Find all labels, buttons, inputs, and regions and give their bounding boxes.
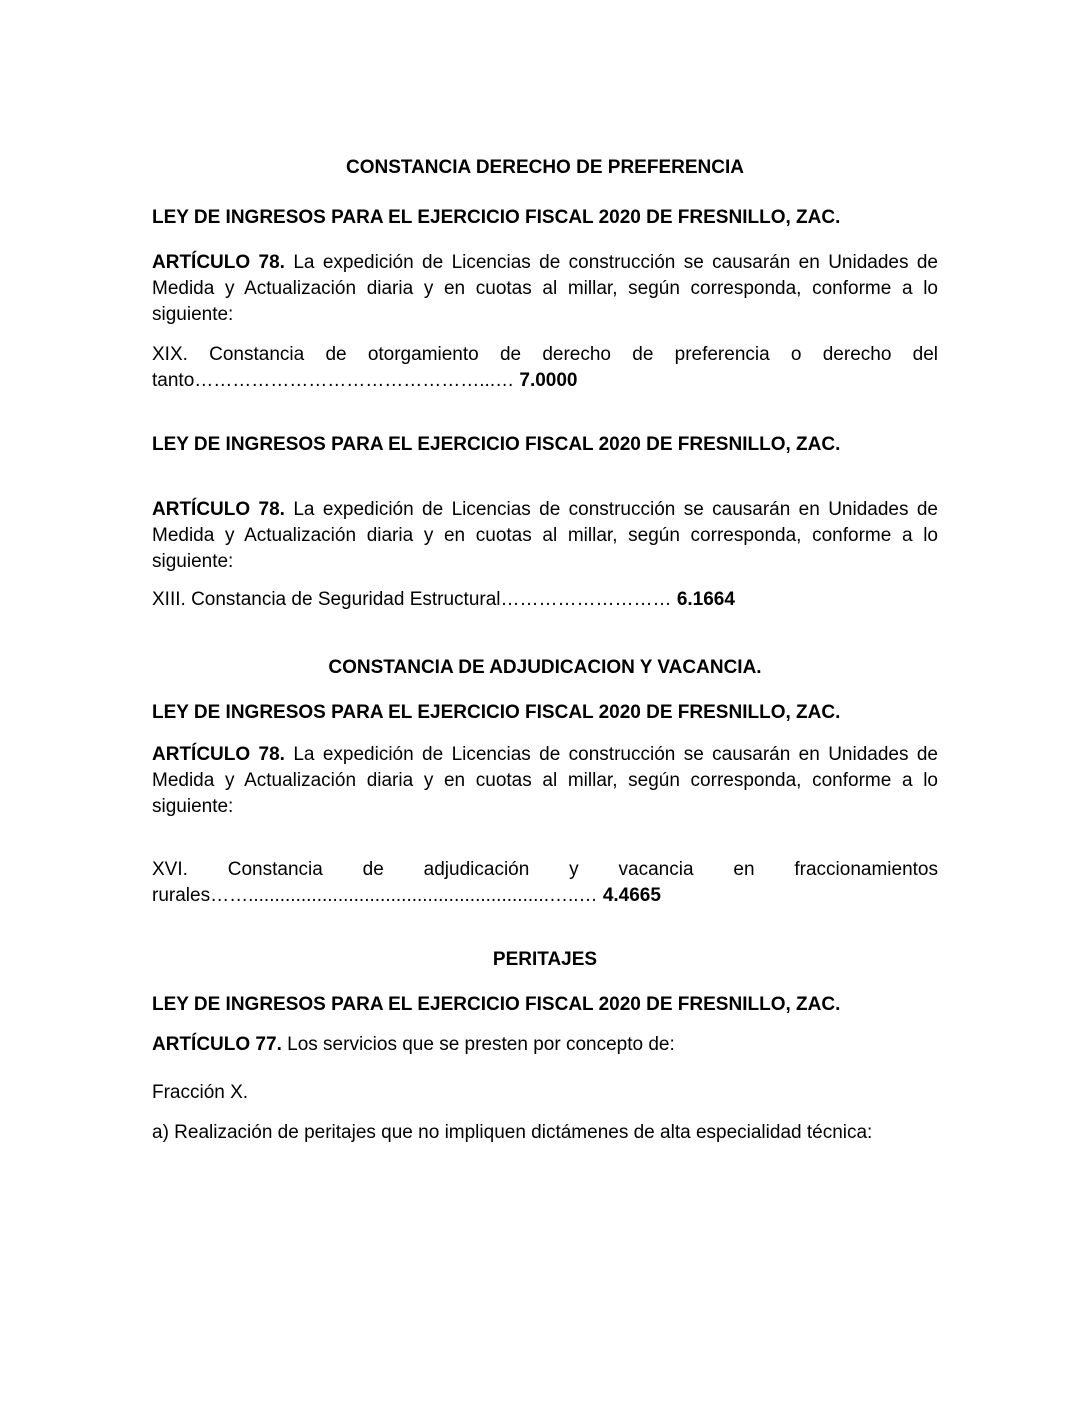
paragraph-text: Los servicios que se presten por concepto de: — [281, 1034, 675, 1055]
paragraph-line: siguiente: — [152, 551, 234, 572]
fee-item-line — [152, 883, 938, 909]
article-lead: ARTÍCULO 77. — [152, 1034, 282, 1055]
paragraph-line: Medida y Actualización diaria y en cuotas al millar, según corresponda, conforme a lo — [152, 770, 938, 791]
fee-item-line: XIX. Constancia de otorgamiento de derecho de preferencia o derecho del — [152, 344, 938, 365]
document-content — [152, 155, 938, 1146]
article-lead: ARTÍCULO 78. — [152, 252, 285, 273]
article-77-paragraph — [152, 1032, 938, 1058]
article-lead: ARTÍCULO 78. — [152, 744, 285, 765]
section-title-peritajes: PERITAJES — [492, 949, 598, 970]
paragraph-line: siguiente: — [152, 796, 234, 817]
law-heading: LEY DE INGRESOS PARA EL EJERCICIO FISCAL 2020 DE FRESNILLO, ZAC. — [152, 702, 841, 723]
fee-item-value: 7.0000 — [519, 370, 578, 391]
fee-item-line: XVI. Constancia de adjudicación y vacancia en fraccionamientos — [152, 859, 938, 880]
fee-item-text: XIII. Constancia de Seguridad Estructural……………………… — [152, 589, 677, 610]
fee-item-value: 4.4665 — [602, 885, 661, 906]
fraccion-line: Fracción X. — [152, 1082, 249, 1103]
paragraph-text: La expedición de Licencias de construcción se causarán en Unidades de — [284, 744, 938, 765]
fee-item-xiii — [152, 587, 938, 613]
fee-item-xvi — [152, 857, 938, 909]
paragraph-text: La expedición de Licencias de construcción se causarán en Unidades de — [284, 252, 938, 273]
paragraph-text: La expedición de Licencias de construcción se causarán en Unidades de — [284, 499, 938, 520]
fee-item-line — [152, 368, 938, 394]
inciso-line: a) Realización de peritajes que no impliquen dictámenes de alta especialidad técnica: — [152, 1122, 873, 1143]
fee-item-text: rurales…….........................................................…..… — [152, 885, 603, 906]
paragraph-line — [152, 250, 938, 276]
paragraph-line — [152, 742, 938, 768]
article-78-paragraph — [152, 497, 938, 575]
paragraph-line: siguiente: — [152, 304, 234, 325]
article-78-paragraph — [152, 742, 938, 820]
paragraph-line: Medida y Actualización diaria y en cuotas al millar, según corresponda, conforme a lo — [152, 525, 938, 546]
fee-item-text: tanto………………………………………...… — [152, 370, 520, 391]
paragraph-line — [152, 497, 938, 523]
article-lead: ARTÍCULO 78. — [152, 499, 285, 520]
section-title-derecho-preferencia: CONSTANCIA DERECHO DE PREFERENCIA — [346, 157, 744, 178]
section-title-adjudicacion-vacancia: CONSTANCIA DE ADJUDICACION Y VACANCIA. — [328, 657, 762, 678]
law-heading: LEY DE INGRESOS PARA EL EJERCICIO FISCAL 2020 DE FRESNILLO, ZAC. — [152, 994, 841, 1015]
fee-item-xix — [152, 342, 938, 394]
law-heading: LEY DE INGRESOS PARA EL EJERCICIO FISCAL 2020 DE FRESNILLO, ZAC. — [152, 207, 841, 228]
paragraph-line: Medida y Actualización diaria y en cuotas al millar, según corresponda, conforme a lo — [152, 278, 938, 299]
fee-item-value: 6.1664 — [676, 589, 735, 610]
article-78-paragraph — [152, 250, 938, 328]
law-heading: LEY DE INGRESOS PARA EL EJERCICIO FISCAL 2020 DE FRESNILLO, ZAC. — [152, 434, 841, 455]
